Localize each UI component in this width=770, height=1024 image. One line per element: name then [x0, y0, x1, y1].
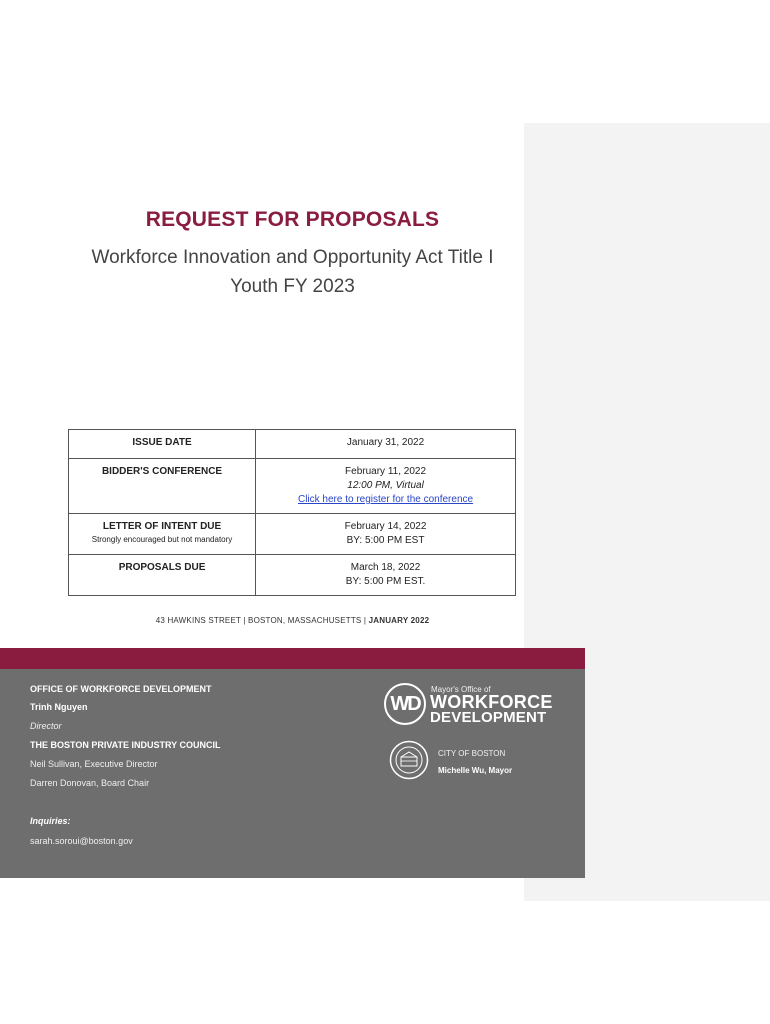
document-title: REQUEST FOR PROPOSALS [145, 208, 440, 231]
row-label-cell [69, 555, 256, 596]
logo-workforce: WORKFORCE [430, 692, 553, 712]
council-name: THE BOSTON PRIVATE INDUSTRY COUNCIL [30, 740, 221, 750]
row-label-cell [69, 459, 256, 514]
subtitle-line-1: Workforce Innovation and Opportunity Act Title I [91, 247, 494, 268]
subtitle-line-2: Youth FY 2023 [230, 276, 355, 297]
wd-logo-icon: WD [384, 683, 426, 725]
board-chair: Darren Donovan, Board Chair [30, 778, 150, 788]
table-row [69, 555, 516, 596]
register-link[interactable]: Click here to register for the conference [297, 494, 474, 505]
table-row [69, 459, 516, 514]
director-name: Trinh Nguyen [30, 702, 88, 712]
director-title: Director [30, 721, 62, 731]
logo-mayors-office: Mayor's Office of [431, 685, 491, 694]
row-value-cell [256, 555, 516, 596]
row-time: BY: 5:00 PM EST. [345, 576, 426, 587]
row-value: February 11, 2022 [345, 466, 427, 477]
city-name: CITY OF BOSTON [438, 749, 506, 758]
row-value: March 18, 2022 [350, 562, 421, 573]
row-value: February 14, 2022 [344, 521, 427, 532]
schedule-table [68, 429, 516, 596]
row-time: BY: 5:00 PM EST [346, 535, 425, 546]
row-label: PROPOSALS DUE [118, 562, 206, 573]
row-note: Strongly encouraged but not mandatory [91, 535, 233, 544]
row-label: ISSUE DATE [132, 437, 192, 448]
table-row [69, 430, 516, 459]
row-label: BIDDER'S CONFERENCE [101, 466, 223, 477]
row-label-cell [69, 514, 256, 555]
address-text: 43 HAWKINS STREET | BOSTON, MASSACHUSETTS | [155, 616, 369, 625]
logo-development: DEVELOPMENT [430, 709, 547, 726]
address-line [0, 616, 585, 625]
council-director: Neil Sullivan, Executive Director [30, 759, 158, 769]
row-value-cell [256, 459, 516, 514]
row-value-cell [256, 430, 516, 459]
city-seal-icon [389, 740, 429, 780]
document-subtitle [30, 243, 555, 301]
row-label: LETTER OF INTENT DUE [102, 521, 222, 532]
office-name: OFFICE OF WORKFORCE DEVELOPMENT [30, 684, 212, 694]
mayor-name: Michelle Wu, Mayor [438, 766, 513, 775]
accent-band [0, 648, 585, 669]
row-value: January 31, 2022 [346, 437, 425, 448]
inquiries-label: Inquiries: [30, 816, 71, 826]
table-row [69, 514, 516, 555]
address-date: JANUARY 2022 [368, 616, 430, 625]
row-value-cell [256, 514, 516, 555]
row-time: 12:00 PM, Virtual [347, 480, 424, 491]
inquiries-email[interactable]: sarah.soroui@boston.gov [30, 836, 133, 846]
row-label-cell [69, 430, 256, 459]
